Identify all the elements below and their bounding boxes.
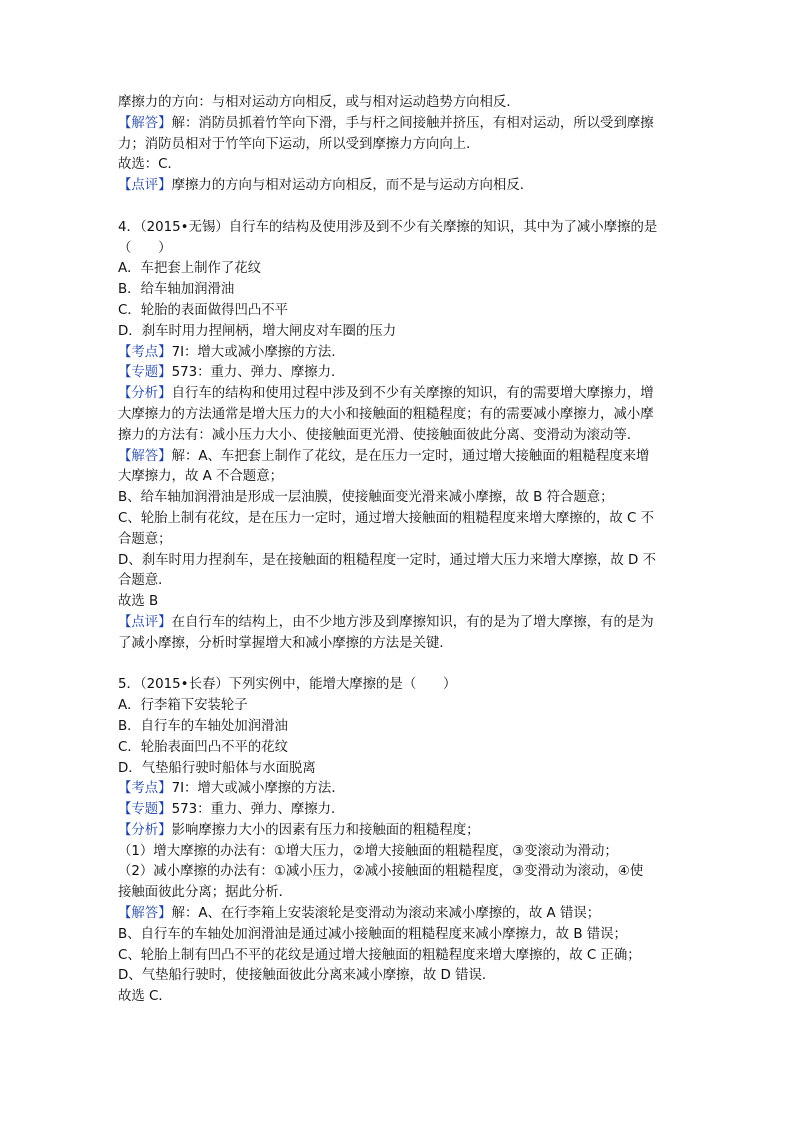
q4-fenxi-line-2: 大摩擦力的方法通常是增大压力的大小和接触面的粗糙程度；有的需要减小摩擦力，减小摩 bbox=[118, 406, 654, 422]
q4-jieda-line-4: C、轮胎上制有花纹，是在压力一定时，通过增大接触面的粗糙程度来增大摩擦的，故 C 不 bbox=[118, 510, 655, 526]
q4-fenxi-line-3: 擦力的方法有：减小压力大小、使接触面更光滑、使接触面彼此分离、变滑动为滚动等． bbox=[118, 427, 641, 443]
q5-jieda-line-2: B、自行车的车轴处加润滑油是通过减小接触面的粗糙程度来减小摩擦力，故 B 错误； bbox=[118, 926, 627, 942]
comment-tag: 【点评】 bbox=[118, 178, 172, 194]
q5-fenxi-line-3: （2）减小摩擦的办法有：①减小压力，②减小接触面的粗糙程度，③变滑动为滚动，④使 bbox=[118, 864, 644, 880]
q4-option-c: C．轮胎的表面做得凹凸不平 bbox=[118, 302, 289, 318]
q4-jieda-line-6: D、刹车时用力捏刹车，是在接触面的粗糙程度一定时，通过增大压力来增大摩擦，故 D 不 bbox=[118, 552, 656, 568]
q5-kaodian: 【考点】7I：增大或减小摩擦的方法． bbox=[118, 781, 345, 797]
q5-fenxi-line-2: （1）增大摩擦的办法有：①增大压力，②增大接触面的粗糙程度，③变滚动为滑动； bbox=[118, 843, 618, 859]
zhuanti-tag: 【专题】 bbox=[118, 365, 172, 381]
q4-jieda-line-1: 【解答】解：A、车把套上制作了花纹，是在压力一定时，通过增大接触面的粗糙程度来增 bbox=[118, 448, 650, 464]
q4-stem-line-2: （ ） bbox=[118, 240, 172, 256]
jieda-tag: 【解答】 bbox=[118, 448, 172, 464]
q5-choice: 故选 C． bbox=[118, 989, 172, 1005]
q4-choice: 故选 B bbox=[118, 594, 159, 610]
q5-option-b: B．自行车的车轴处加润滑油 bbox=[118, 718, 288, 734]
q4-kaodian: 【考点】7I：增大或减小摩擦的方法． bbox=[118, 344, 345, 360]
prev-analysis-line: 摩擦力的方向：与相对运动方向相反，或与相对运动趋势方向相反． bbox=[118, 95, 520, 110]
fenxi-tag: 【分析】 bbox=[118, 386, 172, 402]
q5-fenxi-line-1: 【分析】影响摩擦力大小的因素有压力和接触面的粗糙程度； bbox=[118, 822, 480, 838]
q5-jieda-line-3: C、轮胎上制有凹凸不平的花纹是通过增大接触面的粗糙程度来增大摩擦的，故 C 正确； bbox=[118, 947, 641, 963]
q4-dianping-line-2: 了减小摩擦，分析时掌握增大和减小摩擦的方法是关键． bbox=[118, 635, 453, 651]
jieda-tag: 【解答】 bbox=[118, 906, 172, 922]
q4-option-a: A．车把套上制作了花纹 bbox=[118, 261, 262, 277]
q4-stem-line-1: 4．（2015•无锡）自行车的结构及使用涉及到不少有关摩擦的知识，其中为了减小摩擦的是 bbox=[118, 219, 658, 235]
zhuanti-tag: 【专题】 bbox=[118, 802, 172, 818]
kaodian-tag: 【考点】 bbox=[118, 781, 172, 797]
prev-choice: 故选：C． bbox=[118, 157, 181, 173]
q5-option-c: C．轮胎表面凹凸不平的花纹 bbox=[118, 739, 289, 755]
q4-option-b: B．给车轴加润滑油 bbox=[118, 282, 235, 298]
prev-answer-line-1: 【解答】解：消防员抓着竹竿向下滑，手与杆之间接触并挤压，有相对运动，所以受到摩擦 bbox=[118, 115, 654, 131]
q5-jieda-line-4: D、气垫船行驶时，使接触面彼此分离来减小摩擦，故 D 错误． bbox=[118, 968, 496, 984]
q5-fenxi-line-4: 接触面彼此分离；据此分析． bbox=[118, 885, 293, 901]
q5-option-a: A．行李箱下安装轮子 bbox=[118, 698, 248, 714]
q4-zhuanti: 【专题】573：重力、弹力、摩擦力． bbox=[118, 365, 345, 381]
document-page bbox=[118, 93, 678, 1008]
q5-jieda-line-1: 【解答】解：A、在行李箱上安装滚轮是变滑动为滚动来减小摩擦的，故 A 错误； bbox=[118, 906, 601, 922]
q4-fenxi-line-1: 【分析】自行车的结构和使用过程中涉及到不少有关摩擦的知识，有的需要增大摩擦力，增 bbox=[118, 386, 654, 402]
q4-option-d: D．刹车时用力捏闸柄，增大闸皮对车圈的压力 bbox=[118, 323, 397, 339]
kaodian-tag: 【考点】 bbox=[118, 344, 172, 360]
q4-jieda-line-7: 合题意． bbox=[118, 573, 172, 589]
q5-stem: 5．（2015•长春）下列实例中，能增大摩擦的是（ ） bbox=[118, 677, 457, 693]
q5-zhuanti: 【专题】573：重力、弹力、摩擦力． bbox=[118, 802, 345, 818]
q5-option-d: D．气垫船行驶时船体与水面脱离 bbox=[118, 760, 316, 776]
fenxi-tag: 【分析】 bbox=[118, 822, 172, 838]
q4-jieda-line-5: 合题意； bbox=[118, 531, 172, 547]
dianping-tag: 【点评】 bbox=[118, 614, 172, 630]
prev-answer-line-2: 力；消防员相对于竹竿向下运动，所以受到摩擦力方向向上． bbox=[118, 136, 480, 152]
q4-jieda-line-2: 大摩擦力，故 A 不合题意； bbox=[118, 469, 283, 485]
q4-dianping-line-1: 【点评】在自行车的结构上，由不少地方涉及到摩擦知识，有的是为了增大摩擦，有的是为 bbox=[118, 614, 654, 630]
prev-comment-line: 【点评】摩擦力的方向与相对运动方向相反，而不是与运动方向相反． bbox=[118, 178, 534, 194]
answer-tag: 【解答】 bbox=[118, 115, 172, 131]
q4-jieda-line-3: B、给车轴加润滑油是形成一层油膜，使接触面变光滑来减小摩擦，故 B 符合题意； bbox=[118, 490, 614, 506]
